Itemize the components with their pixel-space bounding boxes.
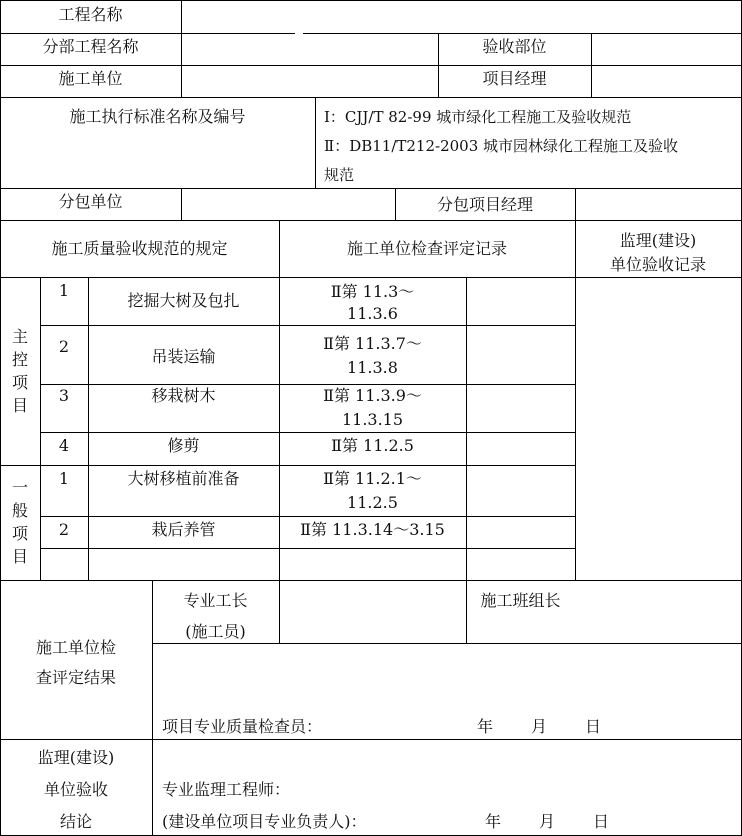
- item-reference-cont: 11.3.15: [341, 410, 404, 429]
- supervising-engineer-label: 专业监理工程师：: [162, 780, 291, 799]
- item-reference: Ⅱ第 11.3.9～: [323, 386, 422, 405]
- rule: [152, 580, 153, 836]
- general-items-group-label: 一般项目: [11, 478, 28, 566]
- rule: [0, 580, 742, 581]
- item-number: 2: [58, 520, 70, 539]
- item-number: 1: [58, 281, 70, 300]
- rule: [40, 548, 575, 549]
- rule: [40, 516, 575, 517]
- rule: [0, 739, 742, 740]
- supervisor-record-header-1: 监理(建设): [619, 231, 697, 250]
- rule: [181, 0, 182, 97]
- item-reference: Ⅱ第 11.2.5: [331, 436, 414, 455]
- item-number: 2: [58, 337, 70, 356]
- standard-label: 施工执行标准名称及编号: [69, 107, 246, 126]
- conclusion-month-label: 月: [539, 812, 556, 831]
- foreman-label: 专业工长: [183, 591, 248, 610]
- item-reference: Ⅱ第 11.3～: [330, 282, 415, 301]
- item-name: 挖掘大树及包扎: [127, 291, 240, 310]
- owner-responsible-label: (建设单位项目专业负责人)：: [162, 812, 367, 831]
- rule: [0, 0, 742, 1]
- rule: [0, 97, 742, 98]
- item-name: 修剪: [167, 436, 200, 455]
- construction-unit-label: 施工单位: [58, 69, 123, 88]
- quality-inspector-label: 项目专业质量检查员：: [162, 717, 323, 736]
- team-leader-label: 施工班组长: [480, 591, 561, 610]
- result-year-label: 年: [477, 717, 494, 736]
- result-day-label: 日: [585, 717, 602, 736]
- main-items-group-label: 主控项目: [11, 327, 28, 415]
- conclusion-day-label: 日: [593, 812, 610, 831]
- rule: [303, 33, 742, 34]
- item-reference-cont: 11.3.8: [347, 358, 398, 377]
- item-name: 大树移植前准备: [127, 469, 240, 488]
- conclusion-year-label: 年: [485, 812, 502, 831]
- rule: [315, 97, 316, 188]
- standard-1: Ⅰ：CJJ/T 82-99 城市绿化工程施工及验收规范: [324, 108, 632, 126]
- inspection-part-label: 验收部位: [482, 37, 547, 56]
- rule: [591, 33, 592, 97]
- item-reference: Ⅱ第 11.3.7～: [323, 334, 422, 353]
- foreman-label-cont: (施工员): [185, 622, 246, 641]
- conclusion-label-cont: 单位验收: [43, 780, 108, 799]
- result-label-cont: 查评定结果: [35, 668, 116, 687]
- subcontractor-label: 分包单位: [58, 192, 123, 211]
- item-reference: Ⅱ第 11.3.14～3.15: [300, 520, 445, 539]
- result-month-label: 月: [531, 717, 548, 736]
- project-name-label: 工程名称: [58, 5, 123, 24]
- rule: [0, 65, 742, 66]
- item-number: 3: [58, 386, 70, 405]
- conclusion-label-end: 结论: [59, 812, 92, 831]
- item-number: 1: [58, 469, 70, 488]
- rule: [0, 277, 742, 278]
- rule: [0, 188, 742, 189]
- item-name: 栽后养管: [151, 520, 216, 539]
- rule: [279, 580, 280, 643]
- rule: [0, 220, 742, 221]
- sub-project-label: 分部工程名称: [42, 37, 139, 56]
- rule: [0, 465, 575, 466]
- rule: [0, 33, 295, 34]
- standard-2-cont: 规范: [324, 166, 355, 184]
- supervisor-record-header-2: 单位验收记录: [609, 255, 706, 274]
- result-label: 施工单位检: [35, 638, 116, 657]
- conclusion-label: 监理(建设): [37, 748, 115, 767]
- sub-pm-label: 分包项目经理: [436, 195, 533, 214]
- check-record-column-header: 施工单位检查评定记录: [346, 239, 507, 258]
- rule: [40, 432, 575, 433]
- standard-2: Ⅱ：DB11/T212-2003 城市园林绿化工程施工及验收: [324, 137, 679, 155]
- item-reference: Ⅱ第 11.2.1～: [323, 469, 422, 488]
- item-name: 移栽树木: [151, 386, 216, 405]
- rule: [181, 188, 182, 220]
- item-number: 4: [58, 436, 70, 455]
- spec-column-header: 施工质量验收规范的规定: [51, 239, 228, 258]
- item-name: 吊装运输: [151, 347, 216, 366]
- project-manager-label: 项目经理: [482, 69, 547, 88]
- item-reference-cont: 11.2.5: [347, 493, 398, 512]
- item-reference-cont: 11.3.6: [347, 304, 398, 323]
